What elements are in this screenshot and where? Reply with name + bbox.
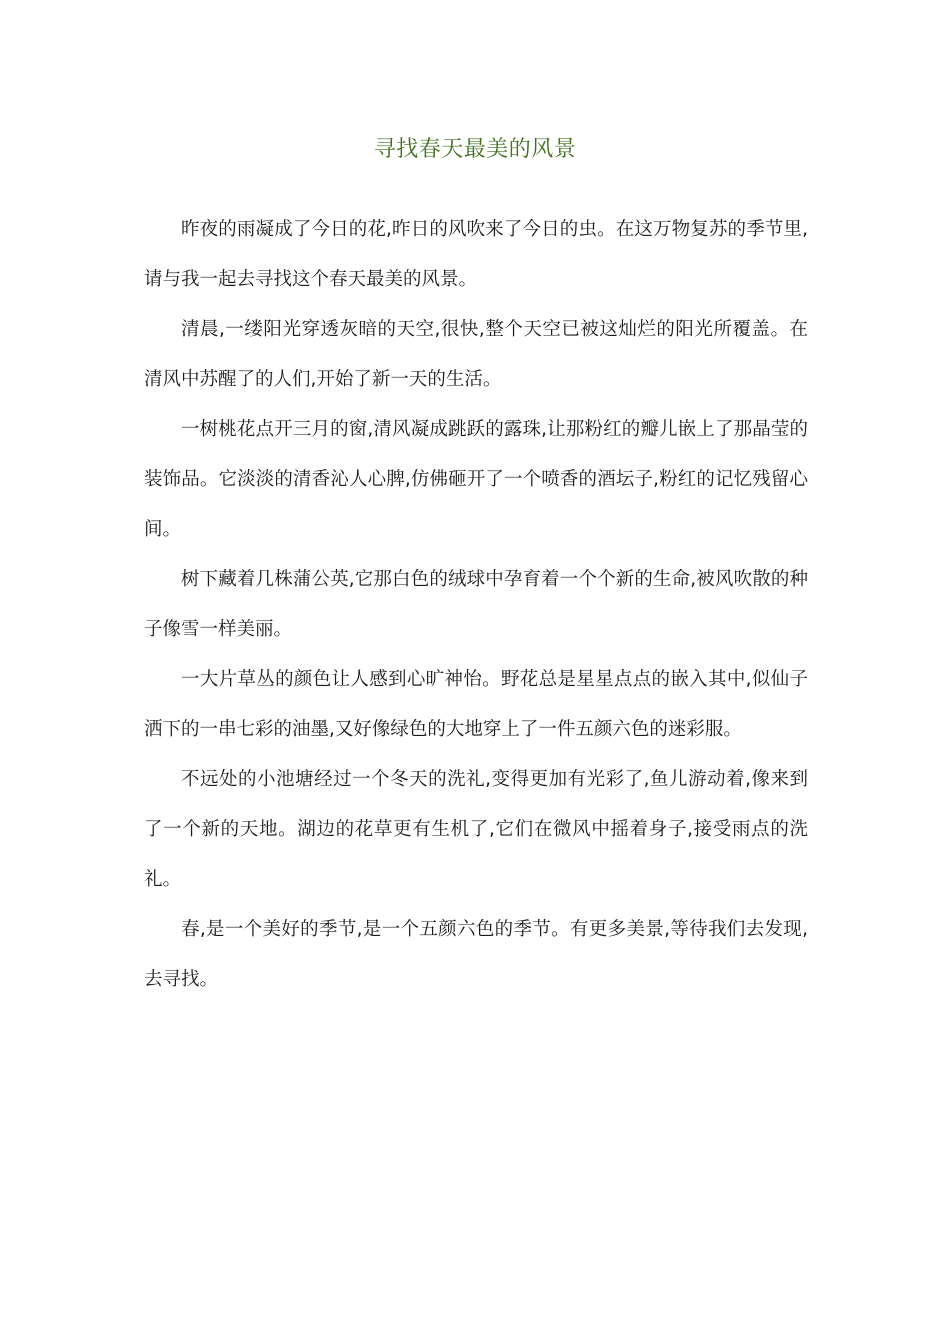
paragraph: 树下藏着几株蒲公英,它那白色的绒球中孕育着一个个新的生命,被风吹散的种子像雪一样美丽。 [144,569,808,640]
paragraph: 昨夜的雨凝成了今日的花,昨日的风吹来了今日的虫。在这万物复苏的季节里,请与我一起去寻找这个春天最美的风景。 [144,219,808,290]
document-title: 寻找春天最美的风景 [373,137,577,162]
paragraph: 一树桃花点开三月的窗,清风凝成跳跃的露珠,让那粉红的瓣儿嵌上了那晶莹的装饰品。它淡淡的清香沁人心脾,仿佛砸开了一个喷香的酒坛子,粉红的记忆残留心间。 [144,419,808,540]
paragraph: 一大片草丛的颜色让人感到心旷神怡。野花总是星星点点的嵌入其中,似仙子洒下的一串七彩的油墨,又好像绿色的大地穿上了一件五颜六色的迷彩服。 [144,669,808,740]
document-body [144,205,808,1005]
paragraph: 春,是一个美好的季节,是一个五颜六色的季节。有更多美景,等待我们去发现,去寻找。 [144,919,808,990]
paragraph: 不远处的小池塘经过一个冬天的洗礼,变得更加有光彩了,鱼儿游动着,像来到了一个新的天地。湖边的花草更有生机了,它们在微风中摇着身子,接受雨点的洗礼。 [144,769,808,890]
paragraph: 清晨,一缕阳光穿透灰暗的天空,很快,整个天空已被这灿烂的阳光所覆盖。在清风中苏醒了的人们,开始了新一天的生活。 [144,319,808,390]
